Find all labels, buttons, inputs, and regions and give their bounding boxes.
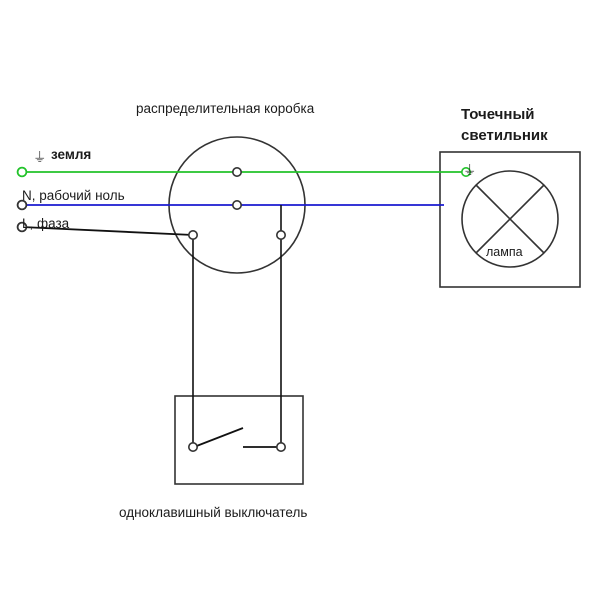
junction-node-phase-in	[189, 231, 197, 239]
switch-node-left	[189, 443, 197, 451]
lamp-label: лампа	[486, 245, 523, 259]
switch-lever	[194, 428, 243, 447]
junction-node-earth	[233, 168, 241, 176]
switch-label: одноклавишный выключатель	[119, 505, 308, 520]
luminaire-title-line1: Точечный	[461, 106, 535, 123]
switch-box	[175, 396, 303, 484]
terminal-earth-label: земля	[51, 147, 92, 162]
switch-node-right	[277, 443, 285, 451]
terminal-earth-node	[18, 168, 27, 177]
terminal-phase-label: L, фаза	[22, 216, 70, 231]
luminaire-title-line2: светильник	[461, 127, 548, 144]
terminal-earth-symbol: ⏚	[33, 150, 47, 165]
junction-box-title: распределительная коробка	[136, 101, 315, 116]
terminal-neutral-label: N, рабочий ноль	[22, 188, 125, 203]
junction-node-phase-out	[277, 231, 285, 239]
junction-node-neutral	[233, 201, 241, 209]
luminaire-earth-symbol: ⏚	[463, 163, 477, 178]
